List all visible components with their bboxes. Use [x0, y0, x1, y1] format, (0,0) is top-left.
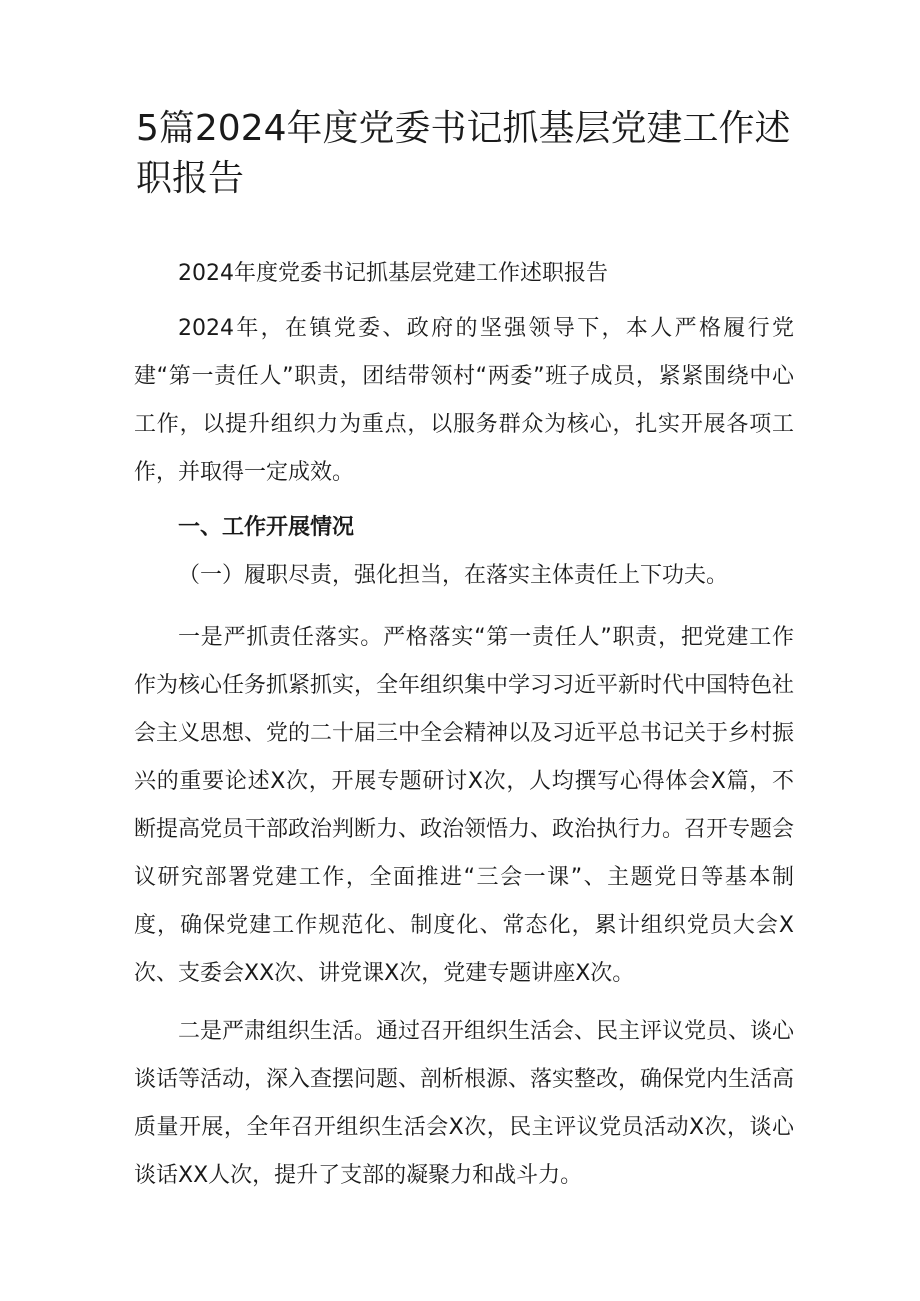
section-heading: 一、工作开展情况	[178, 515, 355, 540]
document-subtitle: 2024年度党委书记抓基层党建工作述职报告	[178, 261, 608, 286]
paragraph-organization-life: 二是严肃组织生活。通过召开组织生活会、民主评议党员、谈心谈话等活动，深入查摆问题、剖析根源、落实整改，确保党内生活高质量开展，全年召开组织生活会X次，民主评议党员活动X次，谈心谈话XX人次，提升了支部的凝聚力和战斗力。	[134, 1019, 795, 1188]
paragraph-responsibility: 一是严抓责任落实。严格落实“第一责任人”职责，把党建工作作为核心任务抓紧抓实，全年组织集中学习习近平新时代中国特色社会主义思想、党的二十届三中全会精神以及习近平总书记关于乡村振兴的重要论述X次，开展专题研讨X次，人均撰写心得体会X篇，不断提高党员干部政治判断力、政治领悟力、政治执行力。召开专题会议研究部署党建工作，全面推进“三会一课”、主题党日等基本制度，确保党建工作规范化、制度化、常态化，累计组织党员大会X次、支委会XX次、讲党课X次，党建专题讲座X次。	[134, 625, 795, 986]
document-title: 5篇2024年度党委书记抓基层党建工作述职报告	[136, 108, 791, 199]
intro-paragraph: 2024年，在镇党委、政府的坚强领导下，本人严格履行党建“第一责任人”职责，团结带领村“两委”班子成员，紧紧围绕中心工作，以提升组织力为重点，以服务群众为核心，扎实开展各项工作，并取得一定成效。	[134, 316, 794, 485]
document-body	[134, 250, 794, 1200]
subsection-heading: （一）履职尽责，强化担当，在落实主体责任上下功夫。	[178, 563, 729, 588]
